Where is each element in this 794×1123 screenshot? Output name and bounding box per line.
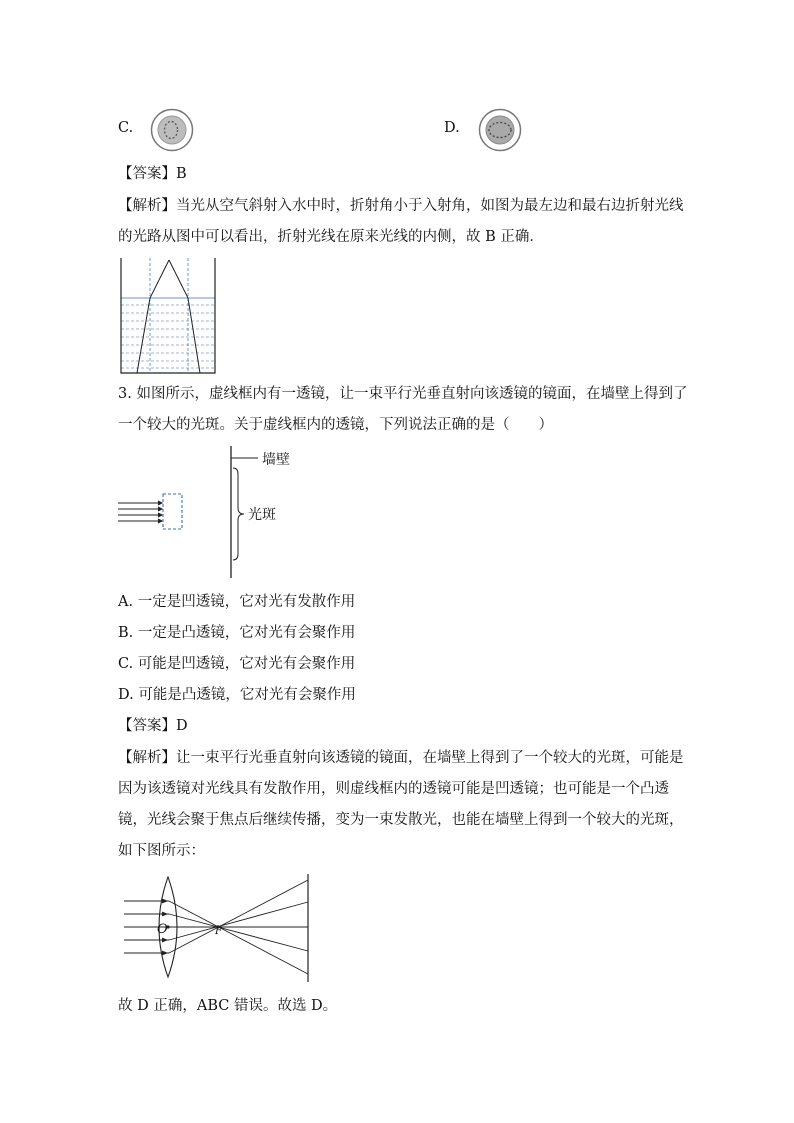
q3-analysis-line-1 [118, 748, 684, 768]
q3-stem-line-1: 3. 如图所示，虚线框内有一透镜，让一束平行光垂直射向该透镜的镜面，在墙壁上得到了 [118, 386, 688, 402]
option-c-dish-image [150, 108, 194, 152]
dashed-lens-box [163, 494, 182, 529]
q2-analysis-line-1 [118, 196, 684, 216]
lens-center-label: O [157, 922, 168, 937]
q3-analysis-line-2: 因为该透镜对光线具有发散作用，则虚线框内的透镜可能是凹透镜；也可能是一个凸透 [118, 781, 669, 797]
q3-stem-line-2: 一个较大的光斑。关于虚线框内的透镜，下列说法正确的是（ ） [118, 417, 553, 433]
parallel-rays [118, 501, 162, 523]
option-c-letter: C. [118, 120, 134, 136]
spot-label: 光斑 [248, 507, 276, 523]
q3-conclusion: 故 D 正确，ABC 错误。故选 D。 [118, 998, 338, 1014]
q3-analysis-line-4: 如下图所示： [118, 843, 205, 859]
q3-option-c: C. 可能是凹透镜，它对光有会聚作用 [118, 656, 356, 672]
q3-answer: 【答案】D [118, 718, 188, 734]
q3-option-a: A. 一定是凹透镜，它对光有发散作用 [118, 594, 356, 610]
q2-analysis-tag: 【解析】 [118, 198, 176, 214]
q3-analysis-line-3: 镜，光线会聚于焦点后继续传播，变为一束发散光，也能在墙壁上得到一个较大的光斑， [118, 812, 684, 828]
q2-answer: 【答案】B [118, 166, 187, 182]
option-d-letter: D. [444, 120, 460, 136]
light-spot-brace [233, 468, 244, 560]
water-lines [121, 298, 215, 368]
q3-option-b: B. 一定是凸透镜，它对光有会聚作用 [118, 625, 356, 641]
q3-analysis-tag: 【解析】 [118, 750, 176, 766]
q2-analysis-text-1: 当光从空气斜射入水中时，折射角小于入射角，如图为最左边和最右边折射光线 [176, 198, 684, 214]
q3-option-d: D. 可能是凸透镜，它对光有会聚作用 [118, 687, 356, 703]
q2-analysis-line-2: 的光路从图中可以看出，折射光线在原来光线的内侧，故 B 正确． [118, 229, 544, 245]
q3-analysis-text-1: 让一束平行光垂直射向该透镜的镜面，在墙壁上得到了一个较大的光斑，可能是 [176, 750, 684, 766]
option-d-dish-image [478, 108, 522, 152]
water-refraction-diagram [118, 258, 222, 376]
focus-label: F [215, 926, 222, 937]
wall-label: 墙壁 [262, 452, 290, 468]
